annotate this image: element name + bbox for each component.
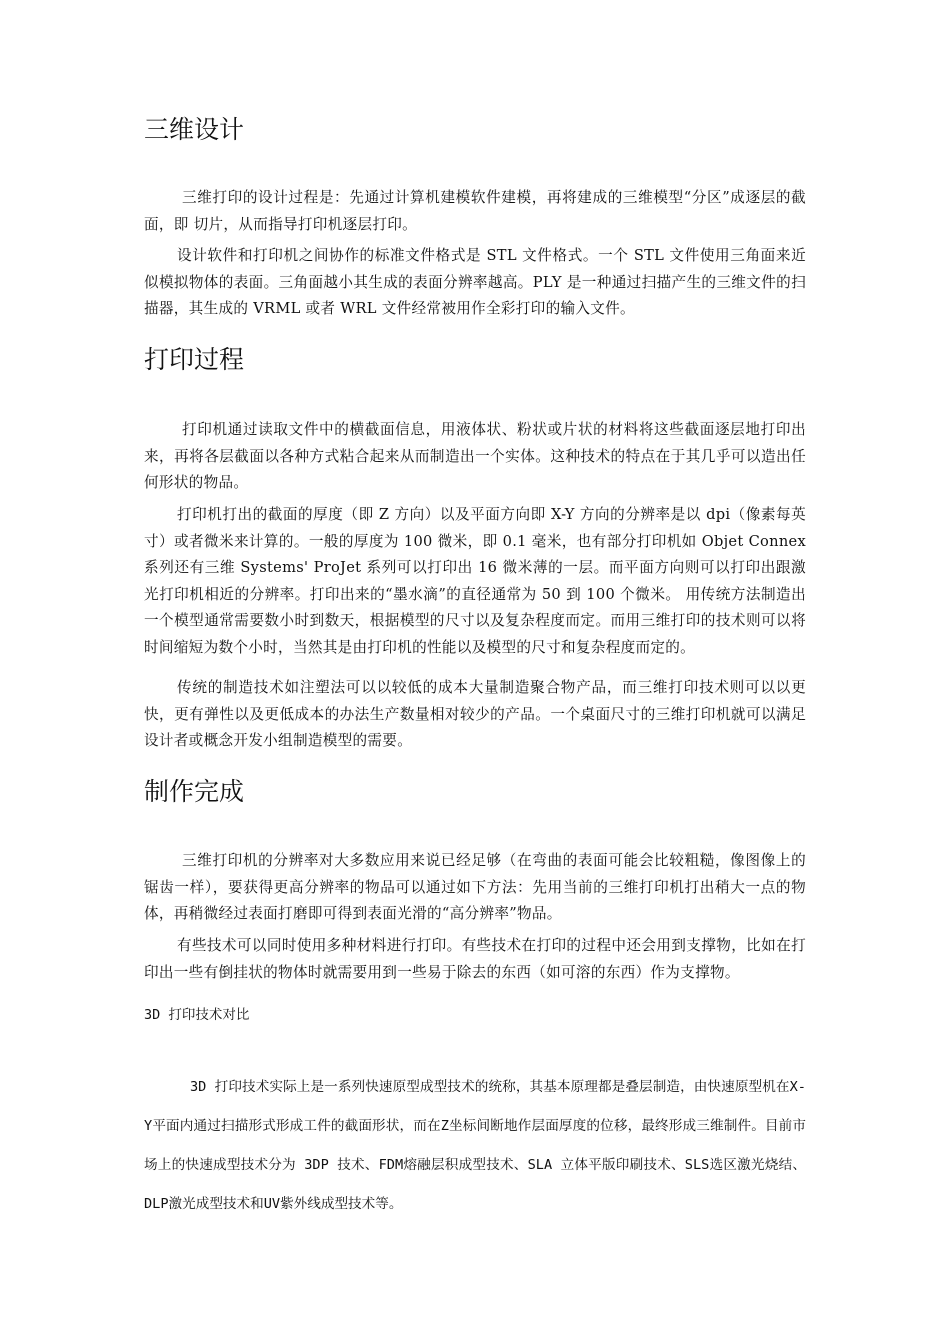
comparison-title: 3D 打印技术对比	[144, 1007, 250, 1023]
paragraph: 三维打印机的分辨率对大多数应用来说已经足够（在弯曲的表面可能会比较粗糙，像图像上的锯齿一样），要获得更高分辨率的物品可以通过如下方法：先用当前的三维打印机打出稍大一点的物体，再稍微经过表面打磨即可得到表面光滑的“高分辨率”物品。	[144, 852, 806, 922]
paragraph: 有些技术可以同时使用多种材料进行打印。有些技术在打印的过程中还会用到支撑物，比如在打印出一些有倒挂状的物体时就需要用到一些易于除去的东西（如可溶的东西）作为支撑物。	[144, 937, 806, 981]
paragraph: 三维打印的设计过程是：先通过计算机建模软件建模，再将建成的三维模型“分区”成逐层的截面，即 切片，从而指导打印机逐层打印。	[144, 189, 806, 233]
section-heading-design: 三维设计	[144, 115, 245, 144]
comparison-paragraph: 3D 打印技术实际上是一系列快速原型成型技术的统称，其基本原理都是叠层制造，由快速原型机在X-Y平面内通过扫描形式形成工件的截面形状，而在Z坐标间断地作层面厚度的位移，最终形成三维制件。目前市场上的快速成型技术分为 3DP 技术、FDM熔融层积成型技术、SLA 立体平版印刷技术、SLS选区激光烧结、DLP激光成型技术和UV紫外线成型技术等。	[144, 1079, 806, 1212]
paragraph: 设计软件和打印机之间协作的标准文件格式是 STL 文件格式。一个 STL 文件使用三角面来近似模拟物体的表面。三角面越小其生成的表面分辨率越高。PLY 是一种通过扫描产生的三维文件的扫描器，其生成的 VRML 或者 WRL 文件经常被用作全彩打印的输入文件。	[144, 247, 806, 317]
paragraph: 打印机打出的截面的厚度（即 Z 方向）以及平面方向即 X-Y 方向的分辨率是以 dpi（像素每英寸）或者微米来计算的。一般的厚度为 100 微米，即 0.1 毫米，也有部分打印机如 Objet Connex 系列还有三维 Systems' ProJet 系列可以打印出 16 微米薄的一层。而平面方向则可以打印出跟激光打印机相近的分辨率。打印出来的“墨水滴”的直径通常为 50 到 100 个微米。 用传统方法制造出一个模型通常需要数小时到数天，根据模型的尺寸以及复杂程度而定。而用三维打印的技术则可以将时间缩短为数个小时，当然其是由打印机的性能以及模型的尺寸和复杂程度而定的。	[144, 506, 806, 656]
section-heading-finishing: 制作完成	[144, 777, 245, 806]
paragraph: 传统的制造技术如注塑法可以以较低的成本大量制造聚合物产品，而三维打印技术则可以以更快，更有弹性以及更低成本的办法生产数量相对较少的产品。一个桌面尺寸的三维打印机就可以满足设计者或概念开发小组制造模型的需要。	[144, 679, 806, 749]
paragraph: 打印机通过读取文件中的横截面信息，用液体状、粉状或片状的材料将这些截面逐层地打印出来，再将各层截面以各种方式粘合起来从而制造出一个实体。这种技术的特点在于其几乎可以造出任何形状的物品。	[144, 421, 806, 491]
section-heading-printing-process: 打印过程	[144, 345, 245, 374]
